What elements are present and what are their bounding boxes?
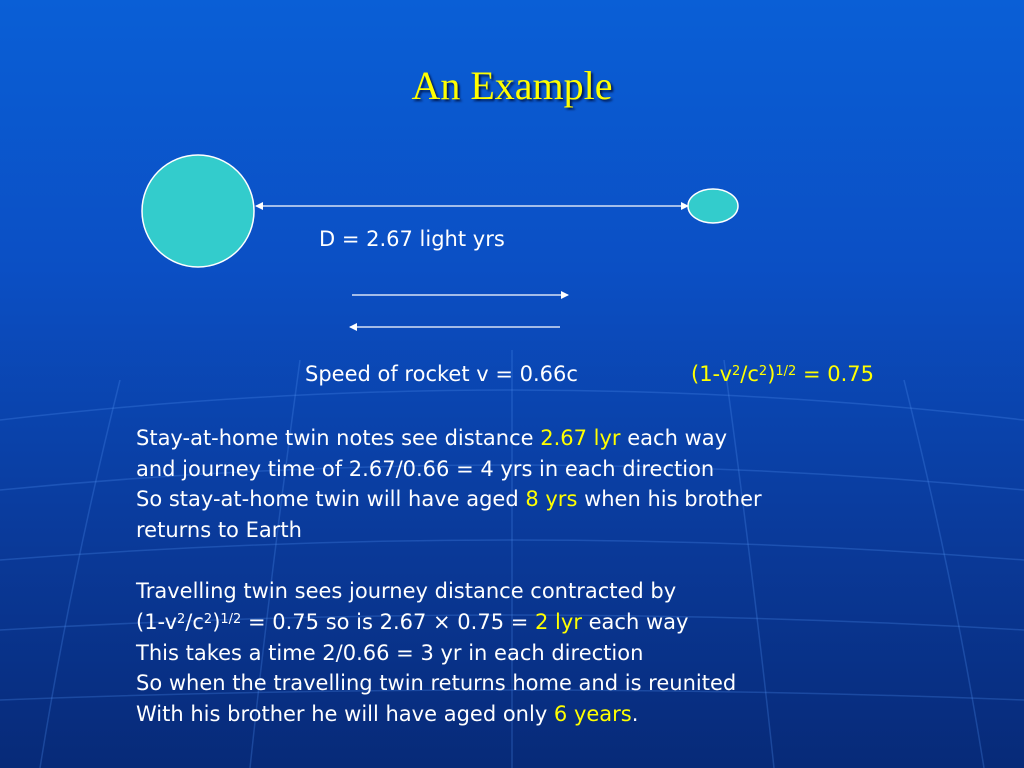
lorentz-factor: $(1-v^2/c^2)^{1/2} = 0.75$ xyxy=(691,362,875,386)
star-circle xyxy=(688,189,738,223)
para1-line4: returns to Earth xyxy=(136,518,302,542)
para1-line3: So stay-at-home twin will have aged 8 yrs when his brother xyxy=(136,487,762,511)
slide-title: An Example xyxy=(411,63,613,108)
para2-line4: So when the travelling twin returns home and is reunited xyxy=(136,671,737,695)
para2-line3: This takes a time 2/0.66 = 3 yr in each direction xyxy=(136,641,644,665)
para1-line2: and journey time of 2.67/0.66 = 4 yrs in each direction xyxy=(136,457,715,481)
distance-label: D = 2.67 light yrs xyxy=(319,227,505,251)
speed-label: Speed of rocket v = 0.66c xyxy=(305,362,578,386)
para2-line2: $(1-v^2/c^2)^{1/2} = 0.75$ so is 2.67 × 0.75 = 2 lyr each way xyxy=(136,610,689,634)
para2-line1: Travelling twin sees journey distance contracted by xyxy=(136,579,677,603)
para2-line5: With his brother he will have aged only 6 years. xyxy=(136,702,639,726)
earth-circle xyxy=(142,155,254,267)
para1-line1: Stay-at-home twin notes see distance 2.67 lyr each way xyxy=(136,426,728,450)
